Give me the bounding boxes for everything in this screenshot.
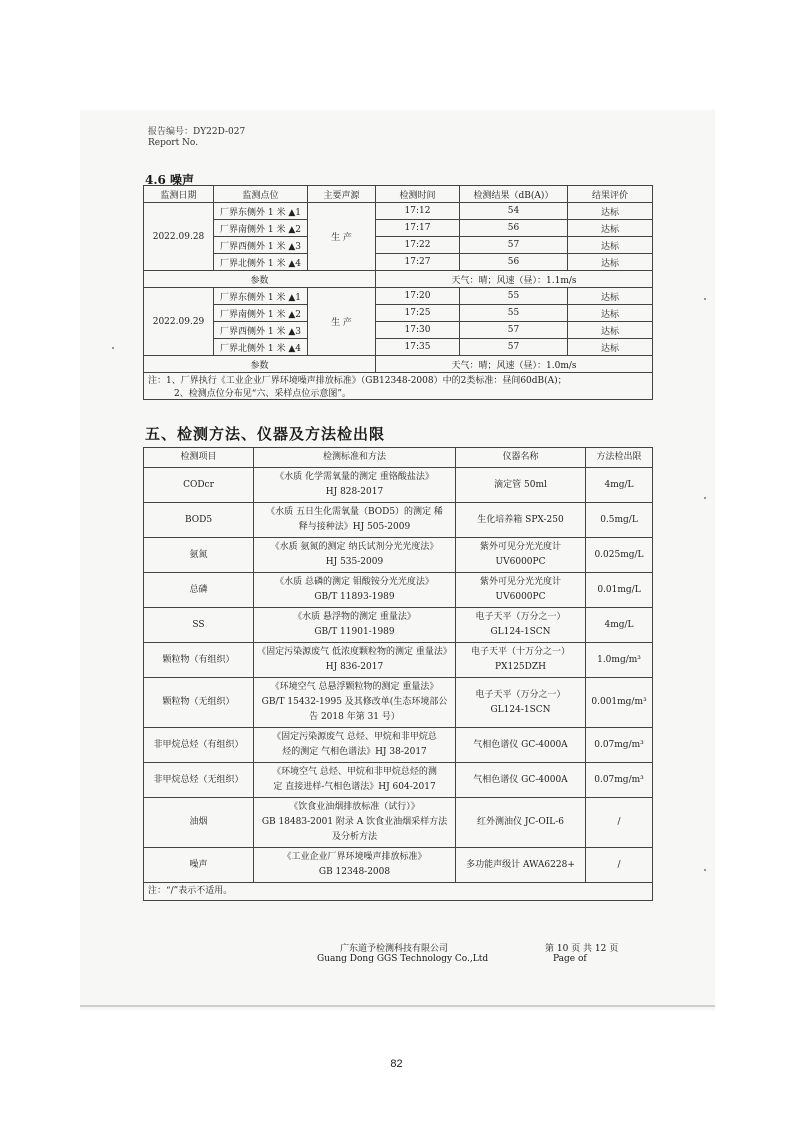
instrument-line: 多功能声级计 AWA6228+ [466, 859, 575, 870]
methods-note: 注：“/”表示不适用。 [144, 883, 653, 901]
method-line: 《水质 悬浮物的测定 重量法》 [293, 612, 416, 622]
header-date: 监测日期 [144, 186, 214, 203]
instrument-line: PX125DZH [495, 662, 546, 672]
test-item: 总磷 [144, 573, 254, 608]
instrument-line: 滴定管 50ml [494, 479, 547, 490]
header-source: 主要声源 [308, 186, 376, 203]
page-number: 82 [390, 1058, 403, 1070]
header-time: 检测时间 [376, 186, 460, 203]
table-row [144, 339, 653, 356]
instrument-line: 气相色谱仪 GC-4000A [473, 739, 568, 750]
scan-speck [704, 497, 706, 499]
instrument-name [456, 503, 586, 538]
method-line: 《饮食业油烟排放标准（试行）》 [289, 802, 420, 812]
header-item: 检测项目 [144, 448, 254, 468]
noise-value: 56 [460, 220, 568, 237]
monitor-time: 17:27 [376, 254, 460, 271]
methods-section-title: 五、检测方法、仪器及方法检出限 [145, 425, 386, 443]
method-line: GB/T 15432-1995 及其修改单(生态环境部公 [261, 697, 448, 707]
param-label: 参数 [144, 271, 376, 288]
method-standard [254, 538, 456, 573]
table-row [144, 848, 653, 883]
instrument-line: 紫外可见分光光度计 [479, 542, 561, 552]
method-line: HJ 836-2017 [325, 662, 384, 672]
instrument-name [456, 728, 586, 763]
evaluation: 达标 [568, 237, 653, 254]
instrument-name [456, 608, 586, 643]
instrument-name [456, 848, 586, 883]
table-row [144, 203, 653, 220]
page-indicator-cn: 第 10 页 共 12 页 [545, 944, 619, 954]
noise-note-line2: 2、检测点位分布见“六、采样点位示意图”。 [174, 389, 351, 399]
table-row [144, 254, 653, 271]
header-result: 检测结果（dB(A)） [460, 186, 568, 203]
test-item: 油烟 [144, 798, 254, 848]
scan-edge-line [80, 1005, 715, 1007]
header-method: 检测标准和方法 [254, 448, 456, 468]
method-line: 《环境空气 总烃、甲烷和非甲烷总烃的测 [272, 767, 437, 777]
report-number-en: Report No. [148, 138, 199, 148]
param-value: 天气：晴；风速（昼）：1.0m/s [376, 356, 653, 373]
noise-value: 55 [460, 305, 568, 322]
param-value: 天气：晴；风速（昼）：1.1m/s [376, 271, 653, 288]
instrument-name [456, 678, 586, 728]
detection-limit: 0.025mg/L [586, 538, 653, 573]
method-line: GB 12348-2008 [318, 867, 391, 877]
method-line: HJ 828-2017 [325, 487, 384, 497]
monitor-point: 厂界东侧外 1 米 ▲1 [214, 288, 308, 305]
evaluation: 达标 [568, 339, 653, 356]
table-row [144, 503, 653, 538]
test-item: 颗粒物（无组织） [144, 678, 254, 728]
test-item: BOD5 [144, 503, 254, 538]
monitor-point: 厂界北侧外 1 米 ▲4 [214, 339, 308, 356]
test-item: CODcr [144, 468, 254, 503]
method-line: GB/T 11893-1989 [314, 592, 395, 602]
evaluation: 达标 [568, 288, 653, 305]
detection-limit: 4mg/L [586, 608, 653, 643]
monitor-time: 17:30 [376, 322, 460, 339]
instrument-line: UV6000PC [495, 592, 546, 602]
method-standard [254, 763, 456, 798]
evaluation: 达标 [568, 305, 653, 322]
header-instrument: 仪器名称 [456, 448, 586, 468]
noise-value: 57 [460, 237, 568, 254]
instrument-name [456, 538, 586, 573]
methods-table [143, 447, 653, 901]
detection-limit: 0.01mg/L [586, 573, 653, 608]
method-line: 《水质 化学需氧量的测定 重铬酸盐法》 [275, 472, 434, 482]
table-row [144, 288, 653, 305]
noise-source: 生 产 [308, 203, 376, 271]
monitor-time: 17:25 [376, 305, 460, 322]
table-row [144, 678, 653, 728]
noise-value: 55 [460, 288, 568, 305]
monitor-point: 厂界东侧外 1 米 ▲1 [214, 203, 308, 220]
evaluation: 达标 [568, 220, 653, 237]
method-line: 及分析方法 [331, 832, 377, 842]
method-line: GB/T 11901-1989 [314, 627, 395, 637]
company-name-en: Guang Dong GGS Technology Co.,Ltd [317, 954, 489, 964]
report-number [148, 127, 245, 149]
noise-value: 57 [460, 322, 568, 339]
method-line: 释与接种法》HJ 505-2009 [298, 522, 411, 532]
table-row [144, 573, 653, 608]
company-name-cn: 广东道予检测科技有限公司 [340, 944, 449, 954]
noise-value: 54 [460, 203, 568, 220]
method-standard [254, 848, 456, 883]
method-standard [254, 643, 456, 678]
instrument-line: 气相色谱仪 GC-4000A [473, 774, 568, 785]
method-line: GB 18483-2001 附录 A 饮食业油烟采样方法 [261, 817, 448, 827]
header-point: 监测点位 [214, 186, 308, 203]
instrument-name [456, 763, 586, 798]
scan-speck [704, 869, 706, 871]
method-line: 定 直接进样-气相色谱法》HJ 604-2017 [273, 782, 436, 792]
instrument-line: UV6000PC [495, 557, 546, 567]
instrument-line: 电子天平（万分之一） [475, 612, 566, 622]
test-item: 噪声 [144, 848, 254, 883]
param-row [144, 356, 653, 373]
method-standard [254, 468, 456, 503]
method-standard [254, 503, 456, 538]
method-line: 《固定污染源废气 总烃、甲烷和非甲烷总 [272, 732, 437, 742]
instrument-line: 电子天平（十万分之一） [470, 647, 570, 657]
instrument-line: GL124-1SCN [490, 627, 551, 637]
monitor-time: 17:12 [376, 203, 460, 220]
table-row [144, 728, 653, 763]
method-standard [254, 798, 456, 848]
instrument-line: 紫外可见分光光度计 [479, 577, 561, 587]
scan-speck [112, 347, 114, 349]
noise-value: 56 [460, 254, 568, 271]
method-line: 《固定污染源废气 低浓度颗粒物的测定 重量法》 [257, 647, 452, 657]
scan-speck [704, 298, 706, 300]
table-row [144, 643, 653, 678]
detection-limit: 0.001mg/m³ [586, 678, 653, 728]
header-evaluation: 结果评价 [568, 186, 653, 203]
method-line: 《水质 五日生化需氧量（BOD5）的测定 稀 [266, 507, 443, 517]
test-item: 氨氮 [144, 538, 254, 573]
param-row [144, 271, 653, 288]
monitor-point: 厂界北侧外 1 米 ▲4 [214, 254, 308, 271]
noise-header-row [144, 186, 653, 203]
table-row [144, 237, 653, 254]
table-row [144, 608, 653, 643]
note-row [144, 883, 653, 901]
monitor-time: 17:17 [376, 220, 460, 237]
detection-limit: / [586, 848, 653, 883]
methods-body [144, 468, 653, 883]
method-line: 《水质 总磷的测定 钼酸铵分光光度法》 [275, 577, 434, 587]
table-row [144, 220, 653, 237]
table-row [144, 763, 653, 798]
detection-limit: 0.5mg/L [586, 503, 653, 538]
method-standard [254, 608, 456, 643]
noise-table [143, 185, 653, 400]
monitor-point: 厂界南侧外 1 米 ▲2 [214, 305, 308, 322]
test-item: 非甲烷总烃（有组织） [144, 728, 254, 763]
test-item: 非甲烷总烃（无组织） [144, 763, 254, 798]
noise-value: 57 [460, 339, 568, 356]
method-line: 《环境空气 总悬浮颗粒物的测定 重量法》 [270, 682, 439, 692]
instrument-line: 电子天平（万分之一） [475, 689, 566, 700]
instrument-line: 生化培养箱 SPX-250 [477, 514, 564, 525]
noise-note [144, 373, 653, 400]
report-number-cn: 报告编号：DY22D-027 [148, 127, 246, 137]
method-standard [254, 678, 456, 728]
detection-limit: / [586, 798, 653, 848]
table-row [144, 538, 653, 573]
table-row [144, 322, 653, 339]
monitor-point: 厂界西侧外 1 米 ▲3 [214, 322, 308, 339]
methods-header-row [144, 448, 653, 468]
table-row [144, 798, 653, 848]
monitor-time: 17:20 [376, 288, 460, 305]
header-limit: 方法检出限 [586, 448, 653, 468]
noise-section-title: 4.6 噪声 [145, 173, 195, 187]
instrument-name [456, 573, 586, 608]
monitor-point: 厂界西侧外 1 米 ▲3 [214, 237, 308, 254]
test-item: 颗粒物（有组织） [144, 643, 254, 678]
method-standard [254, 728, 456, 763]
noise-note-line1: 注：1、厂界执行《工业企业厂界环境噪声排放标准》（GB12348-2008）中的2类标准：昼间60dB(A)； [148, 376, 567, 386]
monitor-time: 17:35 [376, 339, 460, 356]
monitor-time: 17:22 [376, 237, 460, 254]
evaluation: 达标 [568, 203, 653, 220]
detection-limit: 1.0mg/m³ [586, 643, 653, 678]
method-line: 《水质 氨氮的测定 纳氏试剂分光光度法》 [270, 542, 439, 552]
monitor-date: 2022.09.28 [144, 203, 214, 271]
instrument-line: 红外测油仪 JC-OIL-6 [476, 817, 565, 827]
evaluation: 达标 [568, 254, 653, 271]
monitor-point: 厂界南侧外 1 米 ▲2 [214, 220, 308, 237]
detection-limit: 0.07mg/m³ [586, 763, 653, 798]
detection-limit: 4mg/L [586, 468, 653, 503]
method-line: HJ 535-2009 [325, 557, 384, 567]
method-line: 告 2018 年第 31 号） [309, 712, 400, 722]
evaluation: 达标 [568, 322, 653, 339]
instrument-line: GL124-1SCN [490, 704, 551, 715]
instrument-name [456, 798, 586, 848]
table-row [144, 305, 653, 322]
monitor-date: 2022.09.29 [144, 288, 214, 356]
page-indicator-en: Page of [553, 954, 587, 964]
instrument-name [456, 468, 586, 503]
method-line: 《工业企业厂界环境噪声排放标准》 [282, 852, 427, 862]
param-label: 参数 [144, 356, 376, 373]
method-line: 烃的测定 气相色谱法》HJ 38-2017 [282, 747, 427, 757]
detection-limit: 0.07mg/m³ [586, 728, 653, 763]
test-item: SS [144, 608, 254, 643]
instrument-name [456, 643, 586, 678]
note-row [144, 373, 653, 400]
noise-source: 生 产 [308, 288, 376, 356]
table-row [144, 468, 653, 503]
method-standard [254, 573, 456, 608]
